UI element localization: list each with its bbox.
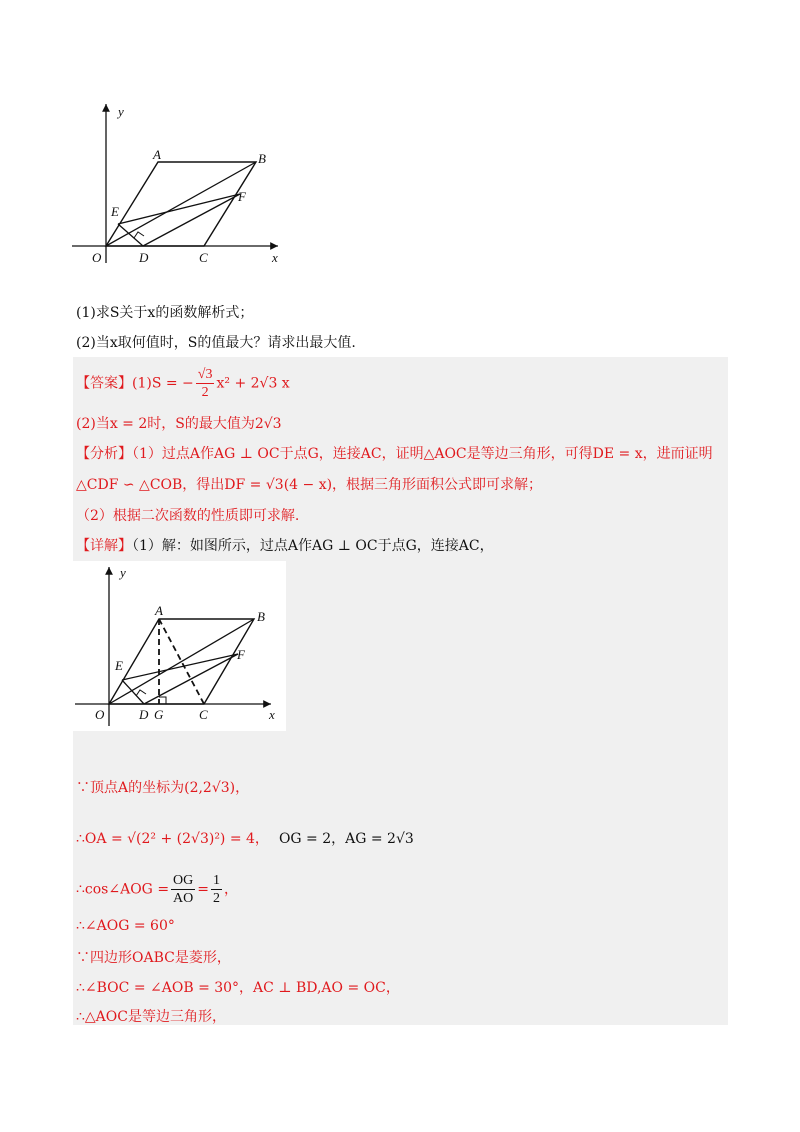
detail-step-1: ∵顶点A的坐标为(2,2√3)， xyxy=(76,780,250,796)
detail-step-4: ∴∠AOG = 60° xyxy=(76,918,175,934)
answer-fraction: $\frac{√3}{2}$ xyxy=(197,367,213,400)
segment-ED xyxy=(122,680,144,704)
label-y: y xyxy=(120,565,126,580)
label-O: O xyxy=(92,250,102,265)
label-G: G xyxy=(154,707,164,722)
label-E: E xyxy=(115,658,123,673)
label-B: B xyxy=(257,609,265,624)
segment-OB xyxy=(109,619,254,704)
label-F: F xyxy=(238,189,246,204)
label-E: E xyxy=(111,204,119,219)
label-C: C xyxy=(199,250,208,265)
answer-tag: 【答案】 xyxy=(76,375,132,392)
question-1: (1)求S关于x的函数解析式； xyxy=(76,305,254,321)
right-angle-mark-1 xyxy=(136,690,146,696)
detail-step-5: ∵四边形OABC是菱形， xyxy=(76,950,231,966)
detail-step-7: ∴△AOC是等边三角形， xyxy=(76,1009,226,1025)
right-angle-mark xyxy=(134,232,144,238)
analysis-line-1: 【分析】（1）过点A作AG ⊥ OC于点G，连接AC，证明△AOC是等边三角形，可得DE = x，进而证明 xyxy=(76,446,713,462)
answer-line-2: (2)当x = 2时，S的最大值为2√3 xyxy=(76,416,282,432)
figure-1 xyxy=(66,98,296,270)
label-A: A xyxy=(153,147,161,162)
label-B: B xyxy=(258,151,266,166)
question-2: (2)当x取何值时，S的值最大？请求出最大值. xyxy=(76,335,356,351)
detail-step-3: ∴cos∠AOG = $\frac{OG}{AO}$ = $\frac{1}{2}$ ， xyxy=(76,873,239,906)
label-x: x xyxy=(269,707,275,722)
detail-tag: 【详解】 xyxy=(76,538,132,554)
analysis-line-2: △CDF ∽ △COB，得出DF = √3(4 − x)，根据三角形面积公式即可求解； xyxy=(76,477,543,493)
label-O: O xyxy=(95,707,105,722)
label-C: C xyxy=(199,707,208,722)
answer-line-1: 【答案】(1)S = − $\frac{√3}{2}$ x² + 2√3 x xyxy=(76,367,290,400)
detail-line-1: 【详解】（1）解：如图所示，过点A作AG ⊥ OC于点G，连接AC， xyxy=(76,538,494,554)
label-D: D xyxy=(139,707,149,722)
detail-step-6: ∴∠BOC = ∠AOB = 30°，AC ⊥ BD,AO = OC， xyxy=(76,980,400,996)
label-D: D xyxy=(139,250,149,265)
figure-2 xyxy=(73,561,286,731)
analysis-line-3: （2）根据二次函数的性质即可求解. xyxy=(76,508,300,524)
label-y: y xyxy=(118,104,124,119)
segment-DF xyxy=(143,194,240,246)
label-x: x xyxy=(272,250,278,265)
right-angle-mark-2 xyxy=(159,697,166,704)
detail-step-2: ∴OA = √(2² + (2√3)²) = 4， OG = 2，AG = 2√3 xyxy=(76,831,414,847)
segment-EF xyxy=(118,194,240,224)
analysis-tag: 【分析】 xyxy=(76,446,132,462)
label-A: A xyxy=(155,603,163,618)
label-F: F xyxy=(237,647,245,662)
